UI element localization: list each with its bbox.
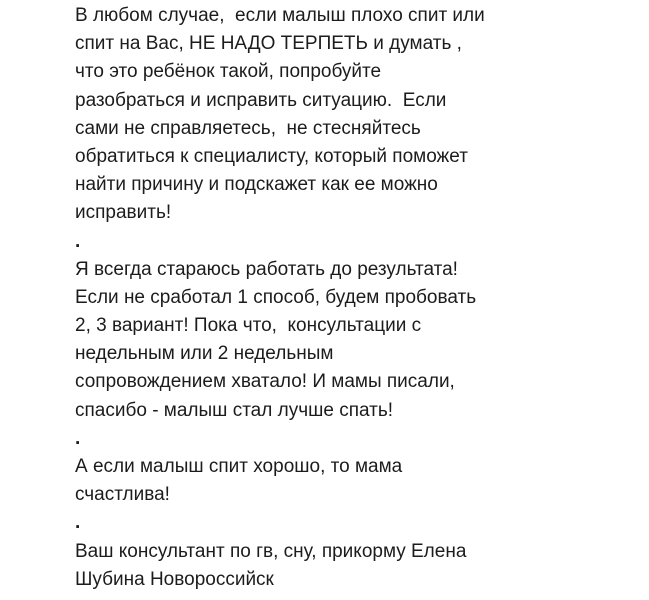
post-line: спит на Вас, НЕ НАДО ТЕРПЕТЬ и думать ,	[75, 33, 462, 55]
post-line: Шубина Новороссийск	[75, 568, 274, 590]
separator-dot: .	[75, 427, 81, 449]
post-line: исправить!	[75, 202, 172, 224]
post-line: Я всегда стараюсь работать до результата!	[75, 258, 458, 280]
post-line: разобраться и исправить ситуацию. Если	[75, 89, 447, 111]
post-text	[75, 2, 635, 594]
separator-dot: .	[75, 512, 81, 534]
post-line: найти причину и подскажет как ее можно	[75, 174, 438, 196]
post-line: недельным или 2 недельным	[75, 343, 334, 365]
separator-dot: .	[75, 230, 81, 252]
post-line: А если малыш спит хорошо, то мама	[75, 456, 403, 477]
post-line: 2, 3 вариант! Пока что, консультации с	[75, 315, 422, 337]
post-line: Если не сработал 1 способ, будем пробовать	[75, 286, 477, 308]
post-line: что это ребёнок такой, попробуйте	[75, 61, 382, 83]
post-line: В любом случае, если малыш плохо спит или	[75, 5, 485, 26]
post-line: спасибо - малыш стал лучше спать!	[75, 399, 394, 421]
post-line: сопровождением хватало! И мамы писали,	[75, 371, 455, 393]
post-line: счастлива!	[75, 484, 170, 506]
post-line: сами не справляетесь, не стесняйтесь	[75, 117, 421, 139]
post-line: Ваш консультант по гв, сну, прикорму Елена	[75, 540, 467, 562]
post-line: обратиться к специалисту, который поможет	[75, 145, 468, 167]
